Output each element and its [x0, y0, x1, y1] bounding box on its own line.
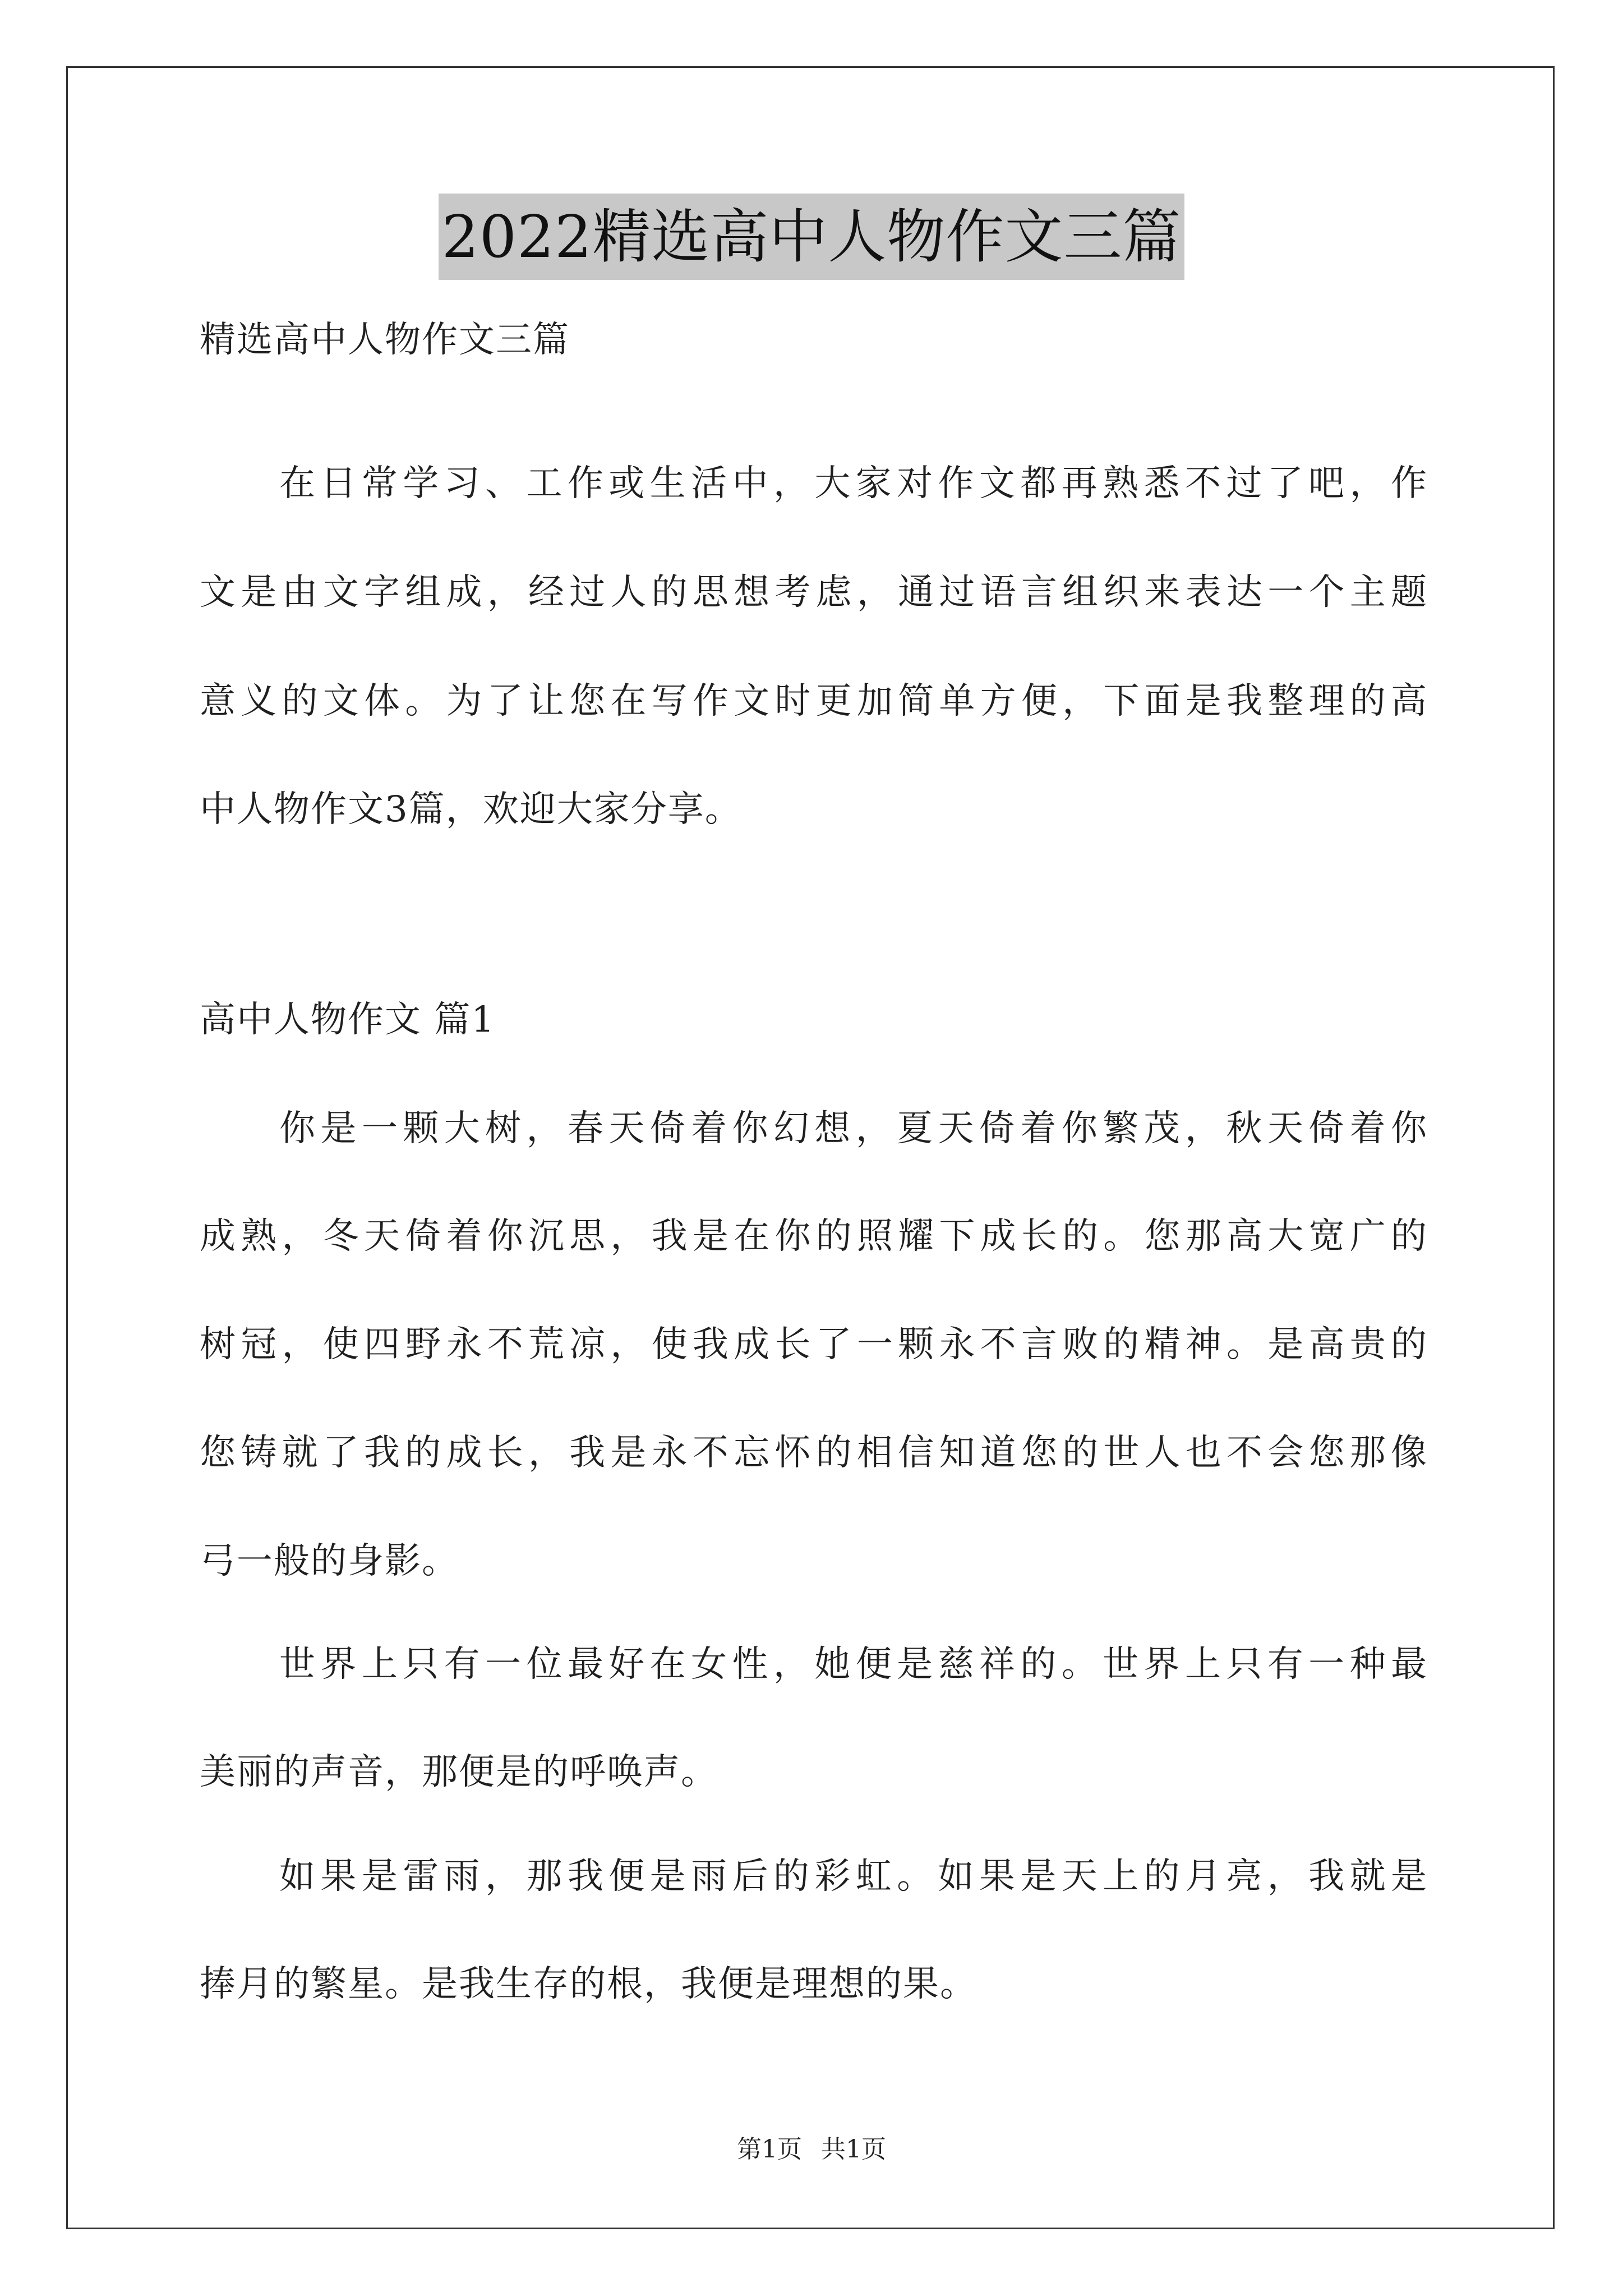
intro-line: 在日常学习、工作或生活中，大家对作文都再熟悉不过了吧，作 — [279, 463, 1428, 504]
paragraph-line: 成熟，冬天倚着你沉思，我是在你的照耀下成长的。您那高大宽广的 — [200, 1216, 1428, 1257]
paragraph-line: 树冠，使四野永不荒凉，使我成长了一颗永不言败的精神。是高贵的 — [200, 1324, 1428, 1365]
document-subtitle: 精选高中人物作文三篇 — [200, 319, 570, 361]
paragraph-line: 弓一般的身影。 — [200, 1540, 459, 1582]
paragraph-line: 如果是雷雨，那我便是雨后的彩虹。如果是天上的月亮，我就是 — [279, 1856, 1428, 1897]
paragraph-line: 美丽的声音，那便是的呼唤声。 — [200, 1751, 718, 1793]
paragraph-line: 你是一颗大树，春天倚着你幻想，夏天倚着你繁茂，秋天倚着你 — [279, 1108, 1428, 1149]
page-number-current: 第1页 — [737, 2135, 802, 2164]
intro-line: 文是由文字组成，经过人的思想考虑，通过语言组织来表达一个主题 — [200, 572, 1428, 613]
page-number-total: 共1页 — [821, 2135, 886, 2164]
paragraph-line: 捧月的繁星。是我生存的根，我便是理想的果。 — [200, 1963, 977, 2005]
paragraph-line: 您铸就了我的成长，我是永不忘怀的相信知道您的世人也不会您那像 — [200, 1432, 1428, 1474]
section-heading: 高中人物作文 篇1 — [200, 999, 496, 1041]
intro-line: 意义的文体。为了让您在写作文时更加简单方便，下面是我整理的高 — [200, 680, 1428, 722]
document-title: 2022精选高中人物作文三篇 — [439, 194, 1185, 280]
page-footer — [0, 2129, 1623, 2165]
title-container — [0, 194, 1623, 280]
intro-line: 中人物作文3篇，欢迎大家分享。 — [200, 789, 742, 830]
paragraph-line: 世界上只有一位最好在女性，她便是慈祥的。世界上只有一种最 — [279, 1644, 1428, 1685]
